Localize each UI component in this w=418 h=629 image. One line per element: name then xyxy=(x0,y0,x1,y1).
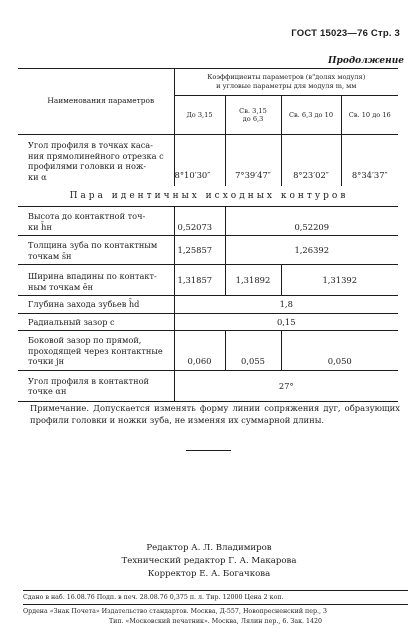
imprint-line-3: Тип. «Московский печатник». Москва, Лялин пер., 6. Зак. 1420 xyxy=(108,618,323,625)
separator-line xyxy=(186,450,231,451)
row-backlash-label: Боковой зазор по прямой, проходящей через контактные точки jн xyxy=(18,331,174,371)
col-header-3: Св. 6,3 до 10 xyxy=(281,96,341,135)
space-width-value-1: 1,31857 xyxy=(174,265,225,296)
thickness-value-1: 1,25857 xyxy=(174,236,225,265)
radial-clearance-value: 0,15 xyxy=(276,316,296,327)
imprint-line-2: Ордена «Знак Почета» Издательство стандартов. Москва, Д-557, Новопресненский пер., 3 xyxy=(23,604,408,617)
row-contact-angle-label: Угол профиля в контактной точке αн xyxy=(18,370,174,401)
backlash-value-3: 0,050 xyxy=(327,355,352,366)
parameters-table-bottom xyxy=(18,206,398,402)
page-header: ГОСТ 15023—76 Стр. 3 xyxy=(291,28,400,39)
imprint-line-1: Сдано в наб. 16.08.76 Подп. в печ. 28.08.76 0,375 п. л. Тир. 12000 Цена 2 коп. xyxy=(23,590,408,603)
editor-line: Редактор А. Л. Владимиров xyxy=(146,543,272,553)
tech-editor-line: Технический редактор Г. А. Макарова xyxy=(121,556,297,566)
angle-value-4: 8°34′37″ xyxy=(351,170,388,180)
space-width-value-3: 1,31392 xyxy=(322,275,358,285)
continuation-label: Продолжение xyxy=(328,56,404,66)
row-height-label: Высота до контактной точ- ки h̄н xyxy=(18,207,174,236)
section-title: Пара идентичных исходных контуров xyxy=(69,191,349,201)
angle-value-2: 7°39′47″ xyxy=(225,135,281,187)
row-tooth-thickness-label: Толщина зуба по контактным точкам s̄н xyxy=(18,236,174,265)
coef-header: Коэффициенты параметров (в"долях модуля) и угловые параметры для модуля m, мм xyxy=(174,69,398,96)
space-width-value-2: 1,31892 xyxy=(225,265,281,296)
row-radial-clearance-label: Радиальный зазор c xyxy=(18,313,174,331)
col-header-4: Св. 10 до 16 xyxy=(348,111,391,119)
imprint-footer xyxy=(23,590,408,627)
contact-angle-value: 27° xyxy=(278,380,294,391)
backlash-value-2: 0,055 xyxy=(225,331,281,371)
working-depth-value: 1,8 xyxy=(279,299,293,310)
height-value-1: 0,52073 xyxy=(174,207,225,236)
row-space-width-label: Ширина впадины по контакт- ным точкам ēн xyxy=(18,265,174,296)
row-working-depth-label: Глубина захода зубьев h̄d xyxy=(18,296,174,314)
param-col-header: Наименования параметров xyxy=(18,69,174,135)
height-value-2: 0,52209 xyxy=(294,222,330,232)
angle-value-1: 8°10′30″ xyxy=(174,135,225,187)
col-header-2: Св. 3,15 до 6,3 xyxy=(225,96,281,135)
note-text: Примечание. Допускается изменять форму линии сопряжения дуг, образующих профили головки и ножки зуба, не изменяя их суммарной длины. xyxy=(30,403,400,425)
angle-value-3: 8°23′02″ xyxy=(281,135,341,187)
row-profile-angle-label: Угол профиля в точках каса- ния прямолинейного отрезка с профилями головки и нож- ки α xyxy=(18,135,174,187)
col-header-1: До 3,15 xyxy=(174,96,225,135)
thickness-value-2: 1,26392 xyxy=(294,245,330,255)
backlash-value-1: 0,060 xyxy=(174,331,225,371)
parameters-table-top xyxy=(18,68,398,186)
corrector-line: Корректор Е. А. Богачкова xyxy=(147,569,271,579)
